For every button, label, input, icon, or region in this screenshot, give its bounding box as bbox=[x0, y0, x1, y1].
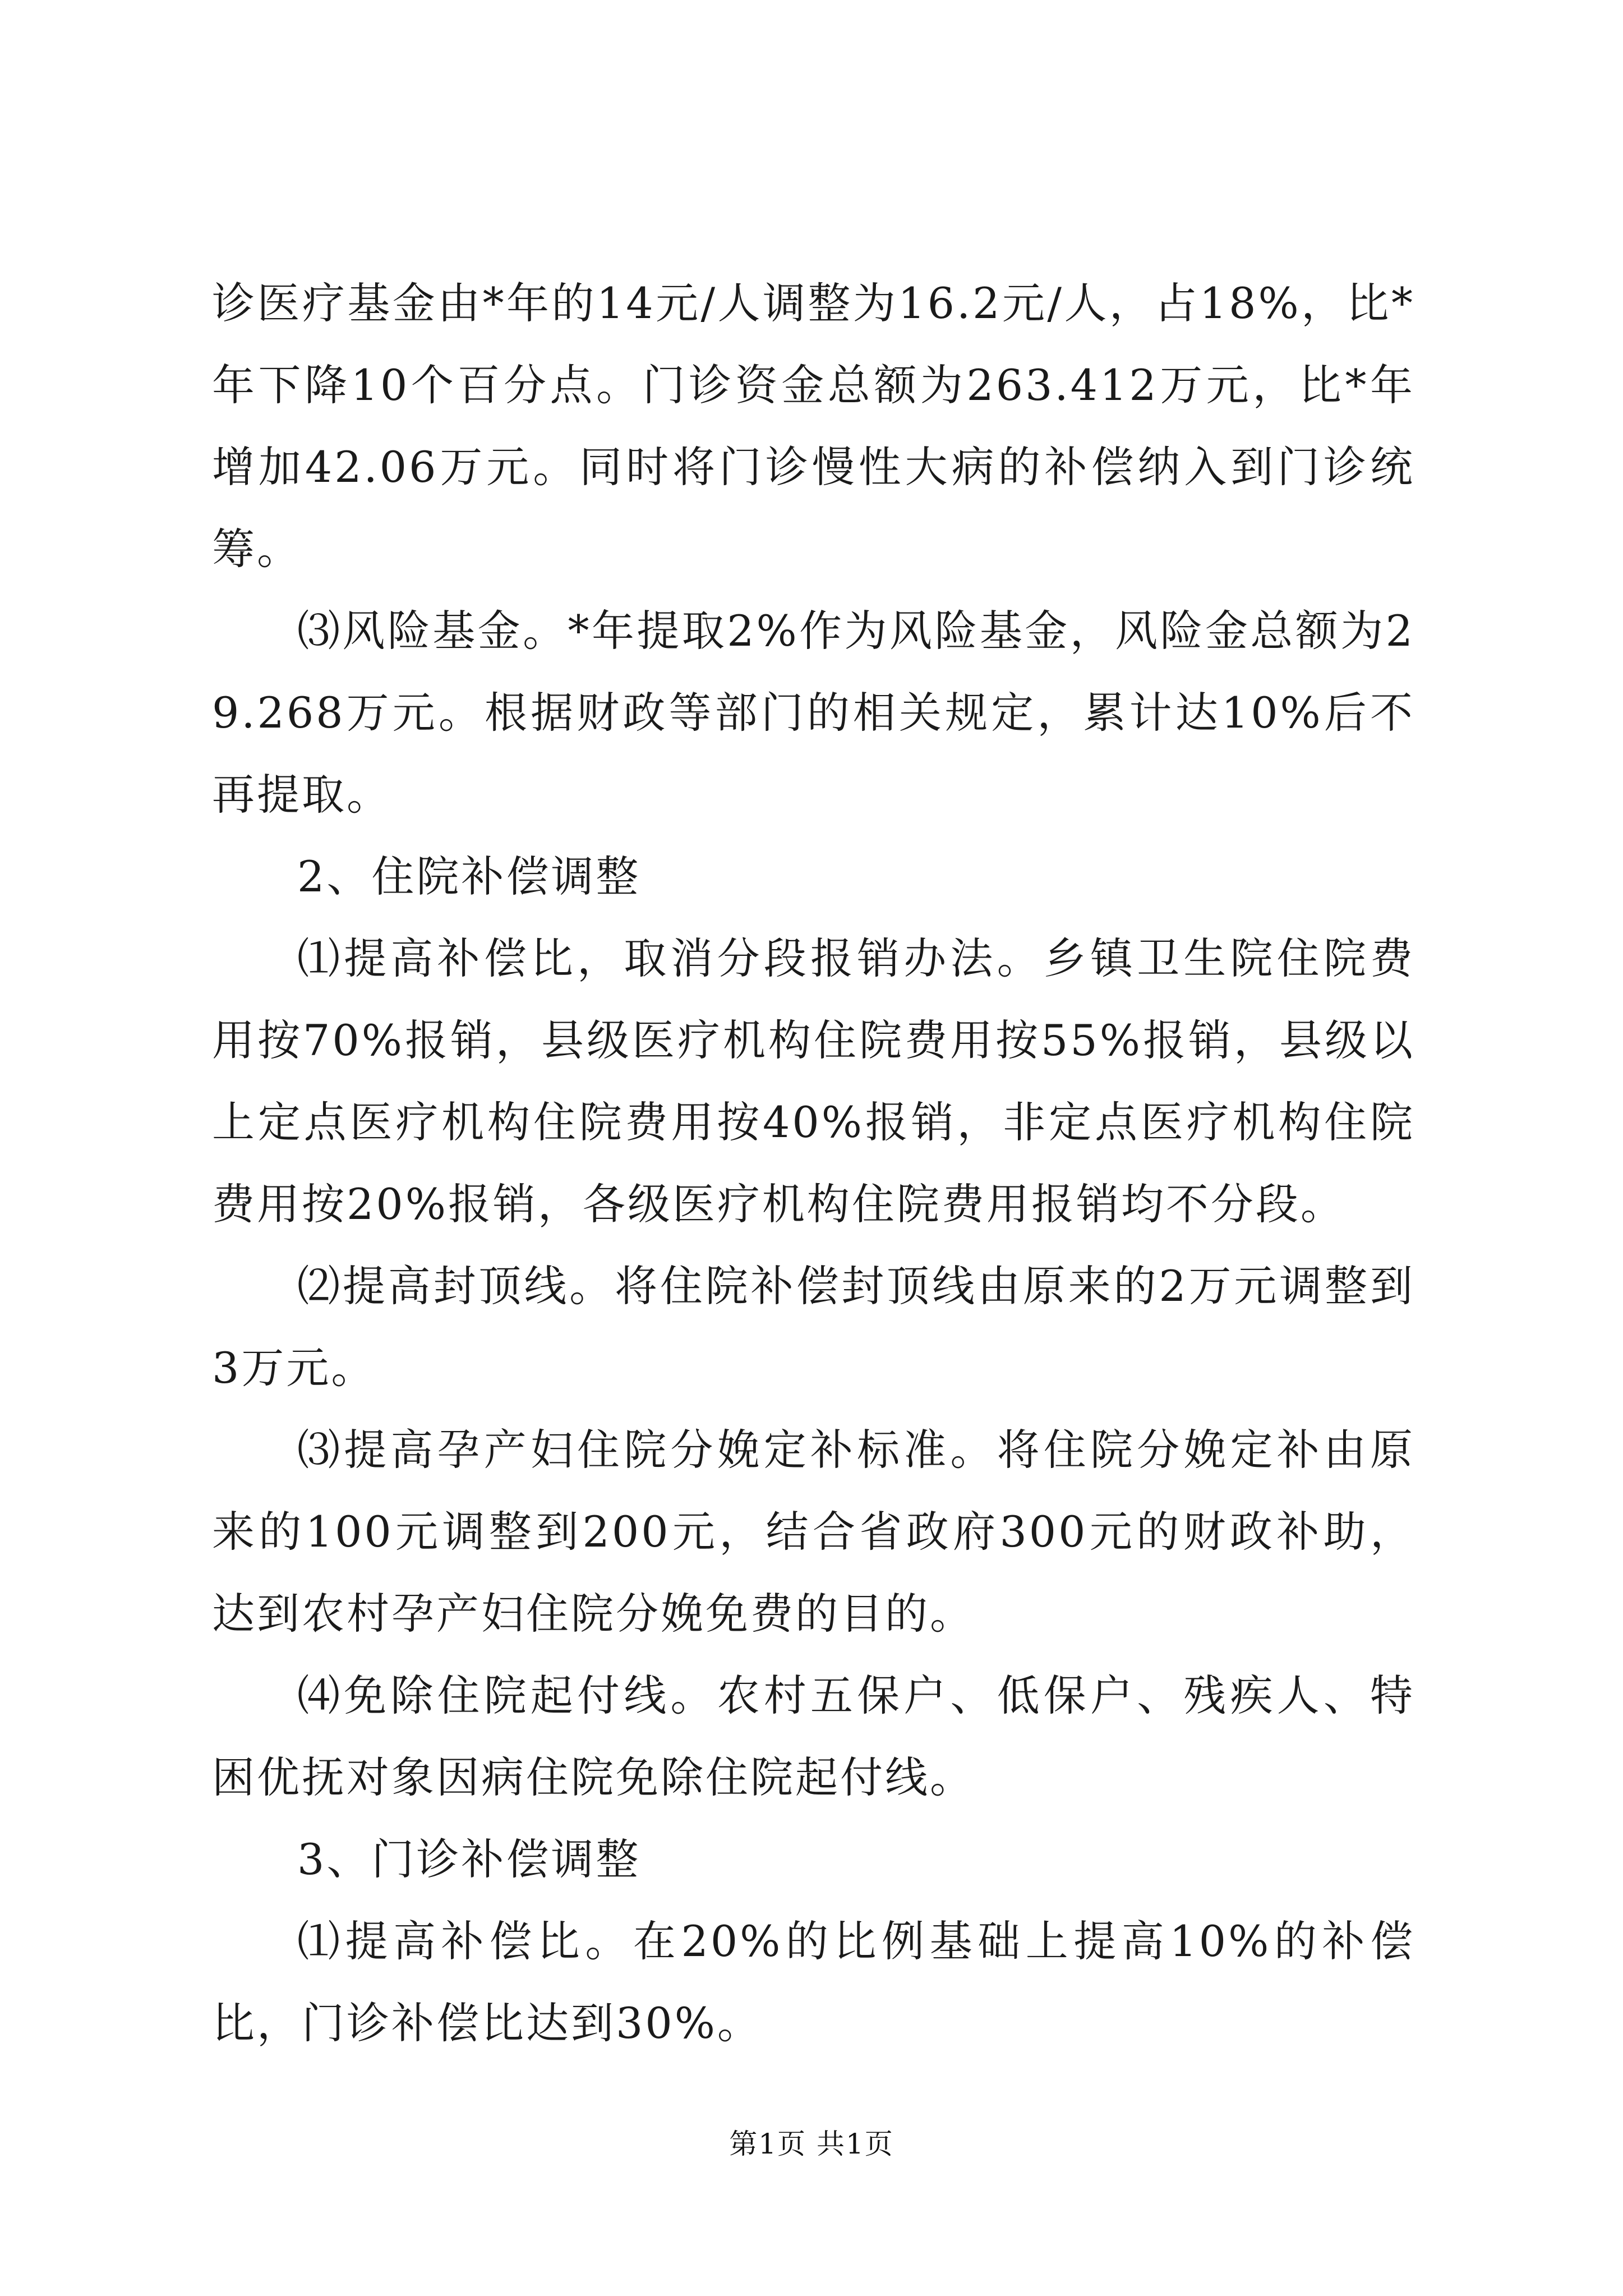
paragraph-deductible-waiver: ⑷免除住院起付线。农村五保户、低保户、残疾人、特困优抚对象因病住院免除住院起付线。 bbox=[212, 1671, 1415, 1802]
document-body bbox=[212, 263, 1415, 2064]
paragraph-outpatient-ratio: ⑴提高补偿比。在20%的比例基础上提高10%的补偿比，门诊补偿比达到30%。 bbox=[212, 1916, 1415, 2048]
paragraph-maternity-subsidy: ⑶提高孕产妇住院分娩定补标准。将住院分娩定补由原来的100元调整到200元，结合省政府300元的财政补助，达到农村孕产妇住院分娩免费的目的。 bbox=[212, 1425, 1415, 1639]
paragraph-risk-fund: ⑶风险基金。*年提取2%作为风险基金，风险金总额为29.268万元。根据财政等部门的相关规定，累计达10%后不再提取。 bbox=[212, 606, 1415, 820]
paragraph-inpatient-ratio: ⑴提高补偿比，取消分段报销办法。乡镇卫生院住院费用按70%报销，县级医疗机构住院费用按55%报销，县级以上定点医疗机构住院费用按40%报销，非定点医疗机构住院费用按20%报销，各级医疗机构住院费用报销均不分段。 bbox=[212, 933, 1415, 1229]
paragraph-cap-line: ⑵提高封顶线。将住院补偿封顶线由原来的2万元调整到3万元。 bbox=[212, 1261, 1415, 1393]
section-heading-outpatient: 3、门诊补偿调整 bbox=[297, 1834, 641, 1884]
page-number-footer: 第1页 共1页 bbox=[729, 2128, 894, 2160]
paragraph-outpatient-fund: 诊医疗基金由*年的14元/人调整为16.2元/人，占18%，比*年下降10个百分点。门诊资金总额为263.412万元，比*年增加42.06万元。同时将门诊慢性大病的补偿纳入到门诊统筹。 bbox=[212, 278, 1415, 574]
section-heading-inpatient: 2、住院补偿调整 bbox=[297, 852, 641, 901]
